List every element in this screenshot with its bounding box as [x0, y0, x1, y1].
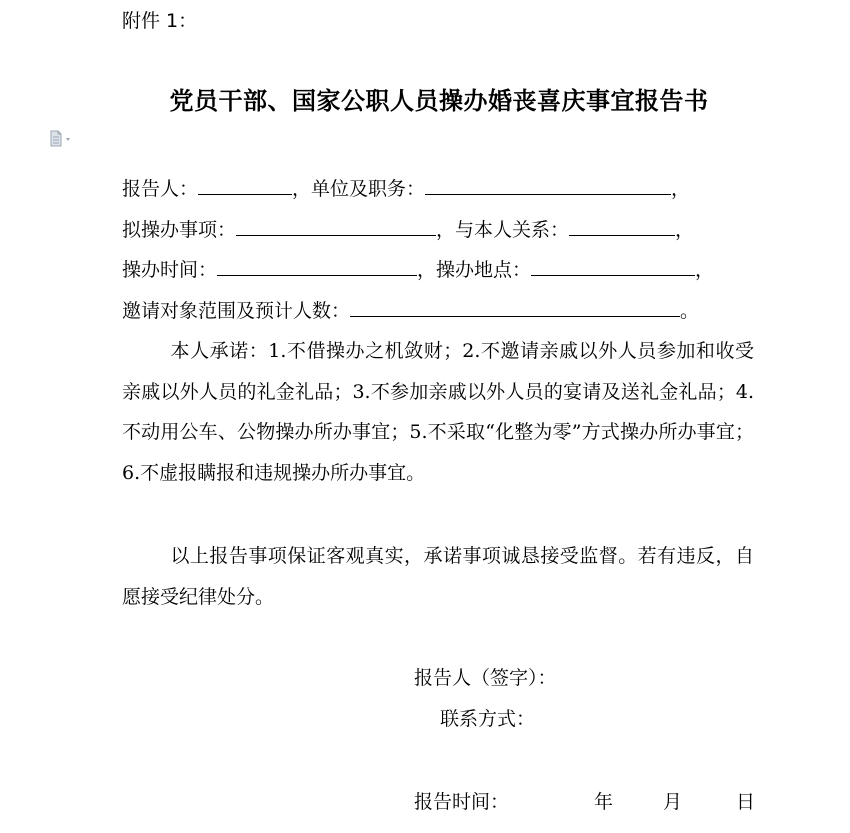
unit-label: ，单位及职务：: [292, 178, 426, 200]
document-title: 党员干部、国家公职人员操办婚丧喜庆事宜报告书: [169, 86, 709, 115]
promise-text: 本人承诺：1.不借操办之机敛财；2.不邀请亲戚以外人员参加和收受亲戚以外人员的礼金礼品；3.不参加亲戚以外人员的宴请及送礼金礼品；4.不动用公车、公物操办所办事宜；5.不采取“化整为零”方式操办所办事宜；6.不虚报瞒报和违规操办所办事宜。: [122, 340, 754, 484]
date-label: 报告时间：: [414, 791, 510, 813]
matter-label: 拟操办事项：: [122, 219, 237, 241]
reporter-label: 报告人：: [122, 178, 199, 200]
place-label: ，操办地点：: [417, 259, 532, 281]
time-label: 操办时间：: [122, 259, 218, 281]
time-blank[interactable]: [217, 253, 417, 276]
relation-blank[interactable]: [569, 213, 675, 236]
date-year: 年: [594, 791, 614, 813]
invite-blank[interactable]: [350, 294, 680, 317]
invite-tail: 。: [680, 300, 700, 322]
time-place-line: [122, 253, 714, 283]
invite-label: 邀请对象范围及预计人数：: [122, 300, 351, 322]
unit-tail: ，: [671, 178, 691, 200]
guarantee-text: 以上报告事项保证客观真实，承诺事项诚恳接受监督。若有违反，自愿接受纪律处分。: [122, 545, 754, 608]
date-month: 月: [663, 791, 683, 813]
contact-label: 联系方式：: [440, 708, 536, 730]
invite-line: [122, 294, 699, 324]
unit-blank[interactable]: [425, 172, 671, 195]
attachment-label: 附件 1：: [122, 10, 198, 32]
place-blank[interactable]: [531, 253, 695, 276]
date-day: 日: [736, 791, 756, 813]
signer-label: 报告人（签字）：: [414, 667, 557, 689]
relation-label: ，与本人关系：: [436, 219, 570, 241]
place-tail: ，: [695, 259, 715, 281]
document-dropdown-icon[interactable]: [48, 130, 78, 148]
promise-paragraph: [122, 331, 754, 493]
relation-tail: ，: [675, 219, 695, 241]
reporter-blank[interactable]: [198, 172, 292, 195]
reporter-line: [122, 172, 690, 202]
guarantee-paragraph: [122, 536, 754, 617]
matter-blank[interactable]: [236, 213, 436, 236]
matter-line: [122, 213, 694, 243]
